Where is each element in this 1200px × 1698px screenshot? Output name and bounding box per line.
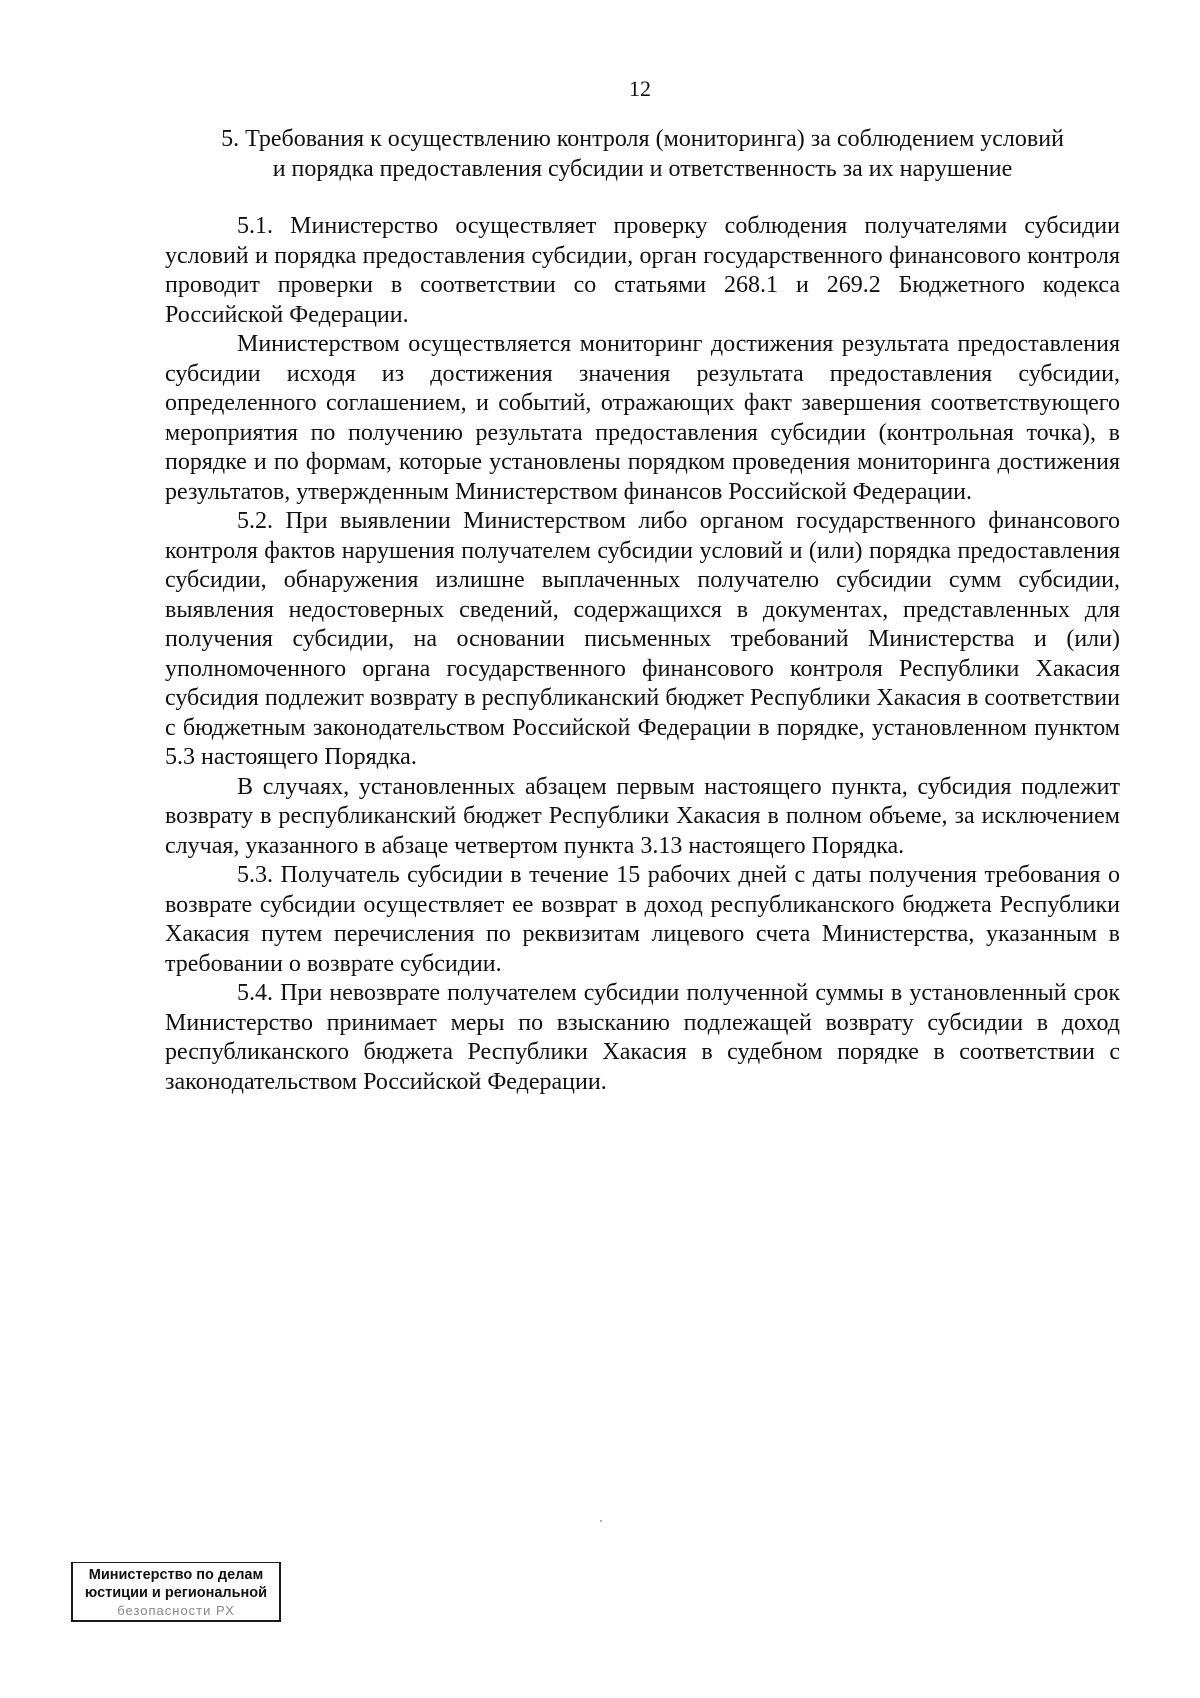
registration-stamp bbox=[71, 1562, 281, 1622]
paragraph-5-2: 5.2. При выявлении Министерством либо органом государственного финансового контроля фактов нарушения получателем субсидии условий и (или) порядка предоставления субсидии, обнаружения излишне выплаченных получателю субсидии сумм субсидии, выявления недостоверных сведений, содержащихся в документах, представленных для получения субсидии, на основании письменных требований Министерства и (или) уполномоченного органа государственного финансового контроля Республики Хакасия субсидия подлежит возврату в республиканский бюджет Республики Хакасия в соответствии с бюджетным законодательством Российской Федерации в порядке, установленном пунктом 5.3 настоящего Порядка. bbox=[165, 508, 1120, 770]
paragraph-5-1: 5.1. Министерство осуществляет проверку соблюдения получателями субсидии условий и порядка предоставления субсидии, орган государственного финансового контроля проводит проверки в соответствии со статьями 268.1 и 269.2 Бюджетного кодекса Российской Федерации. bbox=[165, 213, 1120, 328]
section-heading bbox=[165, 124, 1120, 184]
paragraph-full-return: В случаях, установленных абзацем первым настоящего пункта, субсидия подлежит возврату в республиканский бюджет Республики Хакасия в полном объеме, за исключением случая, указанного в абзаце четвертом пункта 3.13 настоящего Порядка. bbox=[165, 773, 1120, 859]
stamp-line-1: Министерство по делам bbox=[88, 1567, 264, 1583]
scan-artifact-dot bbox=[600, 1520, 602, 1522]
section-heading-line-1: 5. Требования к осуществлению контроля (мониторинга) за соблюдением условий bbox=[221, 126, 1064, 152]
paragraph-monitoring: Министерством осуществляется мониторинг достижения результата предоставления субсидии исходя из достижения значения результата предоставления субсидии, определенного соглашением, и событий, отражающих факт завершения соответствующего мероприятия по получению результата предоставления субсидии (контрольная точка), в порядке и по формам, которые установлены порядком проведения мониторинга достижения результатов, утвержденным Министерством финансов Российской Федерации. bbox=[165, 331, 1120, 505]
page-number: 12 bbox=[629, 76, 651, 101]
paragraph-5-3: 5.3. Получатель субсидии в течение 15 рабочих дней с даты получения требования о возврате субсидии осуществляет ее возврат в доход республиканского бюджета Республики Хакасия путем перечисления по реквизитам лицевого счета Министерства, указанным в требовании о возврате субсидии. bbox=[165, 862, 1120, 977]
section-heading-line-2: и порядка предоставления субсидии и ответственность за их нарушение bbox=[272, 156, 1013, 182]
stamp-line-2: юстиции и региональной bbox=[84, 1585, 268, 1601]
paragraph-5-4: 5.4. При невозврате получателем субсидии полученной суммы в установленный срок Министерство принимает меры по взысканию подлежащей возврату субсидии в доход республиканского бюджета Республики Хакасия в судебном порядке в соответствии с законодательством Российской Федерации. bbox=[165, 980, 1120, 1095]
document-body bbox=[165, 212, 1120, 1097]
stamp-line-3: безопасности РХ bbox=[117, 1603, 235, 1618]
